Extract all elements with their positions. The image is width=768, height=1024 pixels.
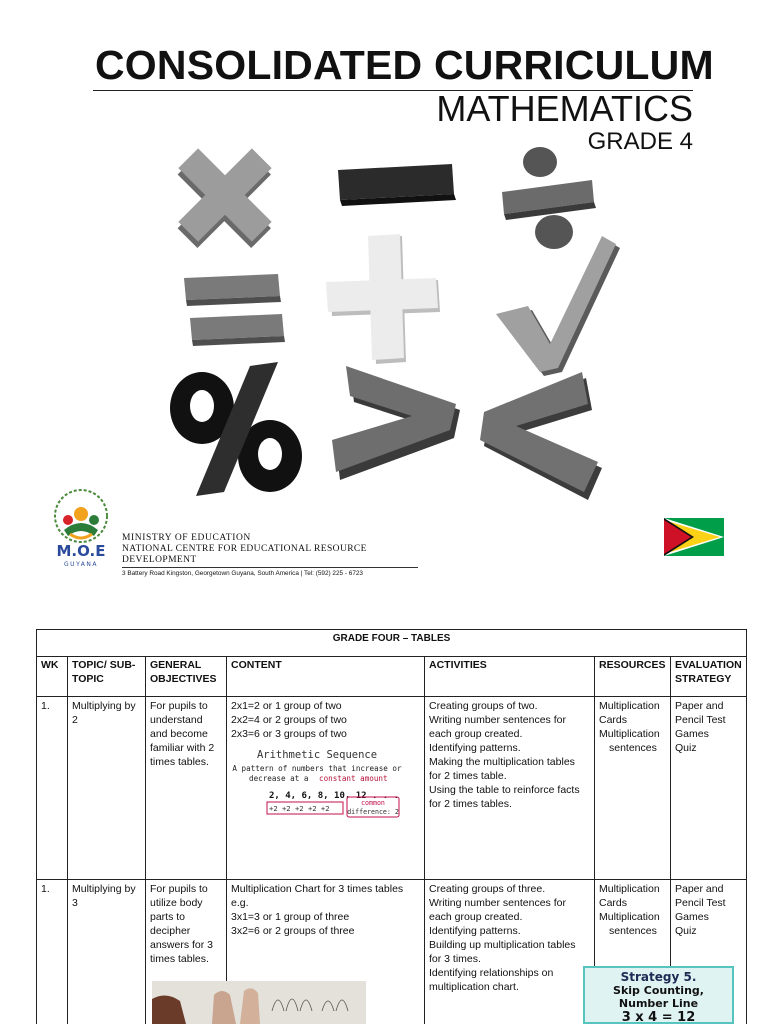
content-line: 3x1=3 or 1 group of three (231, 911, 350, 923)
row-activities (425, 880, 595, 1024)
minus-symbol-icon (338, 164, 456, 206)
activity-line: Building up multiplication tables for 3 times. (429, 939, 576, 965)
finger-multiplication-photo (152, 981, 366, 1024)
plus-symbol-icon (326, 234, 440, 364)
evaluation-line: Paper and Pencil Test (675, 700, 726, 726)
arith-common: common (361, 799, 385, 807)
ministry-block (122, 533, 418, 578)
evaluation-line: Paper and Pencil Test (675, 883, 726, 909)
check-symbol-icon (496, 236, 620, 376)
content-line: 2x2=4 or 2 groups of two (231, 714, 347, 726)
activity-line: Identifying patterns. (429, 742, 521, 754)
activity-line: Identifying patterns. (429, 925, 521, 937)
guyana-flag-icon (664, 518, 724, 556)
header-topic: TOPIC/ SUB-TOPIC (68, 657, 146, 697)
arith-difference: difference: 2 (347, 808, 399, 816)
arithmetic-sequence-image (217, 747, 417, 823)
divide-symbol-icon (502, 147, 596, 249)
evaluation-line: Quiz (675, 925, 697, 937)
header-objectives: GENERAL OBJECTIVES (146, 657, 227, 697)
evaluation-line: Quiz (675, 742, 697, 754)
logo-text: M.O.E (56, 542, 106, 560)
strategy-method: Number Line (618, 997, 699, 1010)
activity-line: Creating groups of three. (429, 883, 546, 895)
table-banner: GRADE FOUR – TABLES (37, 630, 747, 657)
evaluation-line: Games (675, 728, 709, 740)
row-activities (425, 697, 595, 880)
arith-def-c: constant amount (319, 774, 388, 783)
strategy-subtitle: Skip Counting, (613, 984, 704, 997)
row-week: 1. (37, 697, 68, 880)
row-topic: Multiplying by 2 (68, 697, 146, 880)
ministry-divider (122, 567, 418, 568)
ministry-centre: NATIONAL CENTRE FOR EDUCATIONAL RESOURCE DEVELOPMENT (122, 544, 367, 565)
resource-line: Multiplication (599, 911, 660, 923)
header-wk: WK (37, 657, 68, 697)
header-resources: RESOURCES (595, 657, 671, 697)
arith-steps: +2 +2 +2 +2 +2 (269, 804, 330, 813)
activity-line: Using the table to reinforce facts for 2 times tables. (429, 784, 580, 810)
content-line: Multiplication Chart for 3 times tables e.g. (231, 883, 404, 909)
multiply-symbol-icon (160, 140, 301, 275)
content-line: 3x2=6 or 2 groups of three (231, 925, 355, 937)
evaluation-line: Games (675, 911, 709, 923)
activity-line: Identifying relationships on multiplication chart. (429, 967, 554, 993)
logo-subtext: GUYANA (64, 561, 98, 568)
activity-line: Writing number sentences for each group created. (429, 897, 566, 923)
header-content: CONTENT (227, 657, 425, 697)
percent-symbol-icon (170, 362, 302, 496)
curriculum-table (36, 629, 747, 1024)
greater-than-symbol-icon (332, 366, 460, 480)
row-resources (595, 697, 671, 880)
activity-line: Writing number sentences for each group created. (429, 714, 566, 740)
resource-line: Multiplication Cards (599, 700, 660, 726)
table-row (37, 697, 747, 880)
row-evaluation (671, 697, 747, 880)
equals-symbol-icon (184, 274, 285, 346)
content-line: 2x3=6 or 3 groups of two (231, 728, 347, 740)
row-topic: Multiplying by 3 (68, 880, 146, 1024)
row-objectives: For pupils to utilize body parts to decipher answers for 3 times tables. (146, 880, 227, 1024)
cover-title: CONSOLIDATED CURRICULUM (95, 42, 714, 88)
row-week: 1. (37, 880, 68, 1024)
strategy-equation: 3 x 4 = 12 (621, 1010, 696, 1024)
content-line: 2x1=2 or 1 group of two (231, 700, 342, 712)
header-evaluation: EVALUATION STRATEGY (671, 657, 747, 697)
resource-line: Multiplication (599, 728, 660, 740)
resource-line: Multiplication Cards (599, 883, 660, 909)
arith-title: Arithmetic Sequence (256, 749, 378, 761)
math-symbols-illustration (160, 140, 640, 510)
row-objectives: For pupils to understand and become familiar with 2 times tables. (146, 697, 227, 880)
resource-line: sentences (609, 742, 657, 754)
skip-counting-strategy-image (583, 966, 734, 1024)
cover-grade: GRADE 4 (587, 128, 693, 155)
row-content (227, 697, 425, 880)
less-than-symbol-icon (480, 372, 602, 500)
ministry-logo-icon (44, 486, 118, 572)
activity-line: Creating groups of two. (429, 700, 538, 712)
arith-def-a: A pattern of numbers that increase or (232, 764, 402, 773)
ministry-address: 3 Battery Road Kingston, Georgetown Guyana, South America | Tel: (592) 225 - 6723 (122, 570, 363, 577)
strategy-title: Strategy 5. (620, 970, 697, 984)
activity-line: Making the multiplication tables for 2 times table. (429, 756, 575, 782)
header-activities: ACTIVITIES (425, 657, 595, 697)
table-header-row (37, 657, 747, 697)
ministry-name: MINISTRY OF EDUCATION (122, 533, 251, 543)
arith-def-b: decrease at a (249, 774, 309, 783)
arith-sequence: 2, 4, 6, 8, 10, 12 . . . (269, 791, 400, 801)
resource-line: sentences (609, 925, 657, 937)
cover-subject: MATHEMATICS (436, 88, 693, 129)
